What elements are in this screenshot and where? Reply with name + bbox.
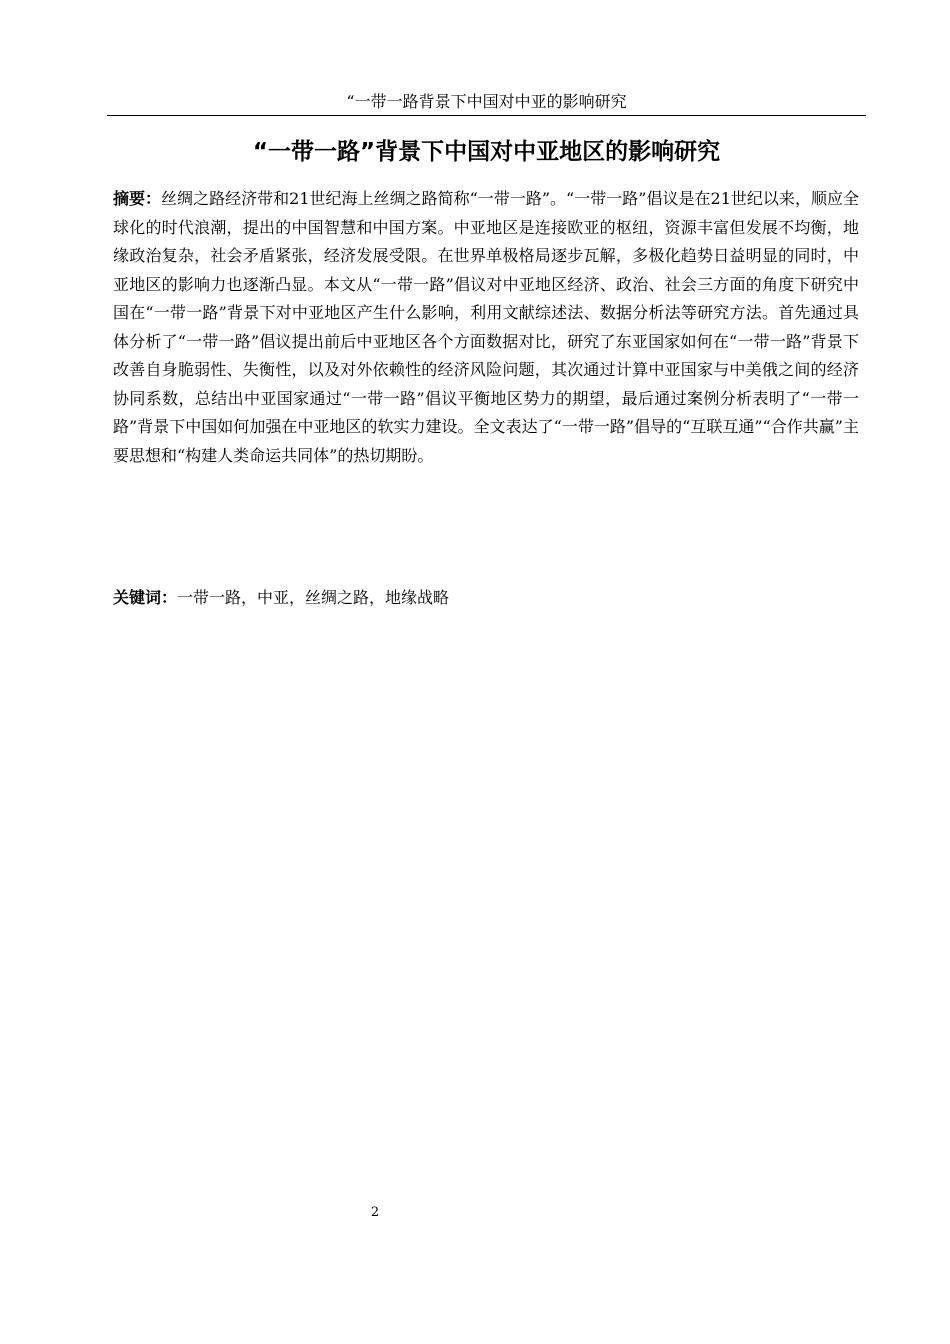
keywords-paragraph — [113, 584, 859, 612]
abstract-text: 丝绸之路经济带和21世纪海上丝绸之路简称“一带一路”。“一带一路”倡议是在21世纪以来，顺应全球化的时代浪潮，提出的中国智慧和中国方案。中亚地区是连接欧亚的枢纽，资源丰富但发展不均衡，地缘政治复杂，社会矛盾紧张，经济发展受限。在世界单极格局逐步瓦解，多极化趋势日益明显的同时，中亚地区的影响力也逐渐凸显。本文从“一带一路”倡议对中亚地区经济、政治、社会三方面的角度下研究中国在“一带一路”背景下对中亚地区产生什么影响，利用文献综述法、数据分析法等研究方法。首先通过具体分析了“一带一路”倡议提出前后中亚地区各个方面数据对比，研究了东亚国家如何在“一带一路”背景下改善自身脆弱性、失衡性，以及对外依赖性的经济风险问题，其次通过计算中亚国家与中美俄之间的经济协同系数，总结出中亚国家通过“一带一路”倡议平衡地区势力的期望，最后通过案例分析表明了“一带一路”背景下中国如何加强在中亚地区的软实力建设。全文表达了“一带一路”倡导的“互联互通”“合作共赢”主要思想和“构建人类命运共同体”的热切期盼。 — [113, 189, 859, 465]
keywords-text: 一带一路，中亚，丝绸之路，地缘战略 — [177, 588, 450, 607]
page-number: 2 — [370, 1205, 380, 1220]
keywords-label: 关键词： — [113, 588, 178, 607]
header-rule — [107, 115, 866, 116]
abstract-label: 摘要： — [113, 189, 162, 208]
abstract-paragraph — [113, 185, 859, 470]
running-header: “一带一路背景下中国对中亚的影响研究 — [346, 92, 627, 111]
document-title: “一带一路”背景下中国对中亚地区的影响研究 — [252, 139, 721, 165]
